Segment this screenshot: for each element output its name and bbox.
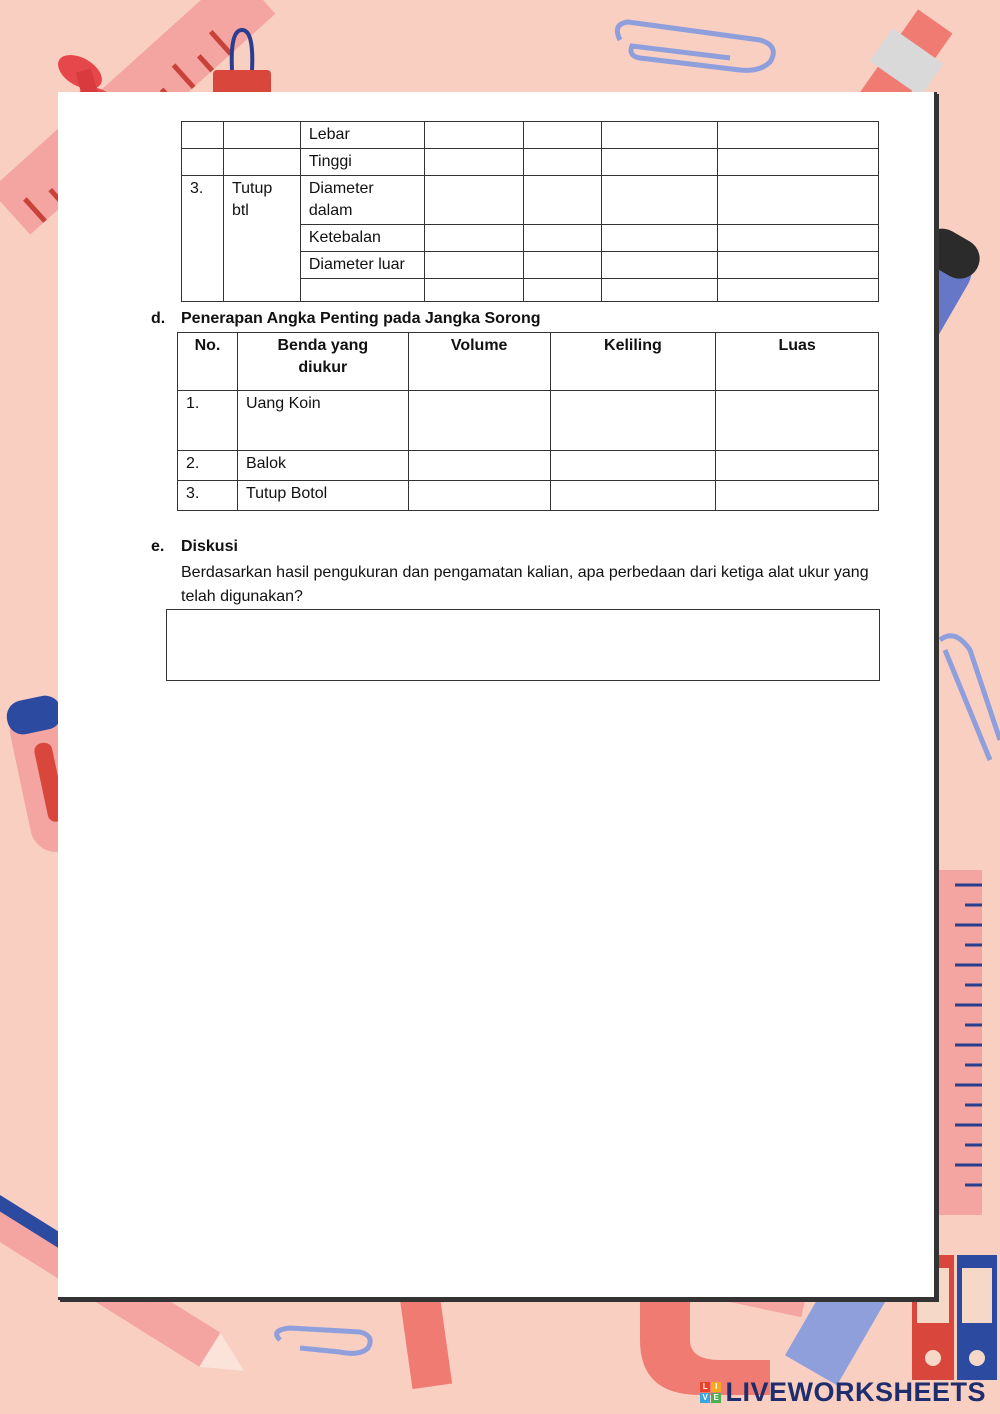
input-cell[interactable]: [524, 279, 602, 302]
input-cell[interactable]: [602, 122, 718, 149]
input-cell[interactable]: [408, 481, 550, 511]
significant-figures-table: [177, 332, 879, 511]
input-cell[interactable]: [524, 176, 602, 225]
table-row: [178, 391, 879, 451]
section-letter: d.: [151, 310, 166, 327]
discussion-question: Berdasarkan hasil pengukuran dan pengamatan kalian, apa perbedaan dari ketiga alat ukur yang telah digunakan?: [181, 564, 869, 605]
table-row: [182, 122, 879, 149]
column-header: Keliling: [550, 333, 716, 391]
input-cell[interactable]: [424, 252, 524, 279]
input-cell[interactable]: [424, 225, 524, 252]
liveworksheets-logo-icon: L I V E: [700, 1382, 721, 1403]
input-cell[interactable]: [716, 391, 879, 451]
paper-clip-bottom-icon: [277, 1328, 371, 1353]
input-cell[interactable]: [602, 176, 718, 225]
input-cell[interactable]: [550, 451, 716, 481]
input-cell[interactable]: [524, 225, 602, 252]
table-cell: Tutup btl: [223, 176, 300, 302]
table-row: [178, 451, 879, 481]
table-cell: [223, 122, 300, 149]
input-cell[interactable]: [602, 252, 718, 279]
section-letter: e.: [151, 538, 165, 555]
measurement-table: [181, 121, 879, 302]
input-cell[interactable]: [602, 149, 718, 176]
input-cell[interactable]: [602, 225, 718, 252]
table-cell: Uang Koin: [237, 391, 408, 451]
table-cell: 1.: [178, 391, 238, 451]
input-cell[interactable]: [717, 149, 878, 176]
input-cell[interactable]: [424, 279, 524, 302]
section-title: Diskusi: [181, 538, 238, 555]
input-cell[interactable]: [717, 279, 878, 302]
column-header: No.: [178, 333, 238, 391]
input-cell[interactable]: [717, 122, 878, 149]
table-cell: Balok: [237, 451, 408, 481]
input-cell[interactable]: [550, 391, 716, 451]
paper-clip-right-icon: [940, 636, 1000, 760]
ruler-bottom-icon: [400, 1294, 452, 1389]
input-cell[interactable]: [550, 481, 716, 511]
table-cell: Ketebalan: [300, 225, 424, 252]
input-cell[interactable]: [524, 252, 602, 279]
paper-clip-icon: [617, 22, 773, 70]
table-cell: Diameter luar: [300, 252, 424, 279]
input-cell[interactable]: [717, 225, 878, 252]
input-cell[interactable]: [602, 279, 718, 302]
input-cell[interactable]: [717, 252, 878, 279]
table-row: [182, 149, 879, 176]
table-cell: Lebar: [300, 122, 424, 149]
input-cell[interactable]: [717, 176, 878, 225]
ruler-right-icon: [937, 870, 982, 1215]
table-cell: Diameter dalam: [300, 176, 424, 225]
table-cell: [182, 149, 224, 176]
table-row: [178, 481, 879, 511]
input-cell[interactable]: [424, 176, 524, 225]
table-cell: 2.: [178, 451, 238, 481]
brand-name: LIVEWORKSHEETS: [725, 1377, 986, 1407]
table-row: [182, 176, 879, 225]
table-cell: 3.: [182, 176, 224, 302]
column-header: Volume: [408, 333, 550, 391]
column-header: Luas: [716, 333, 879, 391]
input-cell[interactable]: [408, 451, 550, 481]
input-cell[interactable]: [524, 122, 602, 149]
table-header-row: [178, 333, 879, 391]
table-cell: [182, 122, 224, 149]
table-cell: 3.: [178, 481, 238, 511]
input-cell[interactable]: [716, 481, 879, 511]
table-cell: [300, 279, 424, 302]
discussion-answer-box[interactable]: [166, 609, 880, 681]
section-title: Penerapan Angka Penting pada Jangka Sorong: [181, 310, 541, 327]
column-header: Benda yang diukur: [237, 333, 408, 391]
table-cell: [223, 149, 300, 176]
table-cell: Tinggi: [300, 149, 424, 176]
input-cell[interactable]: [408, 391, 550, 451]
liveworksheets-logo: [700, 1377, 986, 1408]
table-cell: Tutup Botol: [237, 481, 408, 511]
input-cell[interactable]: [424, 122, 524, 149]
input-cell[interactable]: [716, 451, 879, 481]
input-cell[interactable]: [424, 149, 524, 176]
input-cell[interactable]: [524, 149, 602, 176]
